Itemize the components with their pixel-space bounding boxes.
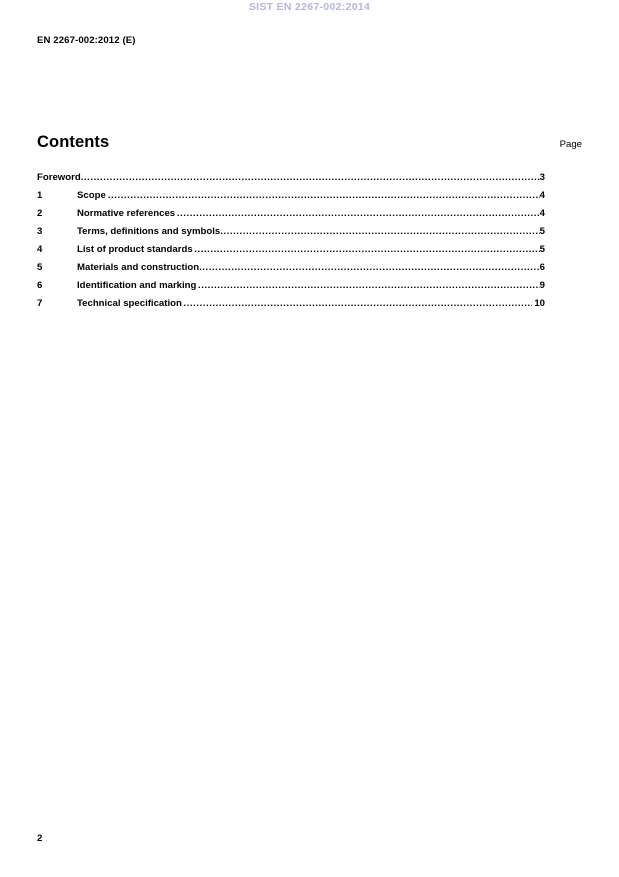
toc-entry-title: Technical specification — [77, 298, 182, 309]
page-column-label: Page — [559, 139, 582, 150]
toc-entry[interactable] — [37, 190, 545, 208]
page-title: Contents — [37, 133, 110, 151]
toc-dot-leader — [199, 263, 540, 273]
toc-dot-leader — [198, 281, 540, 291]
toc-entry-title: Normative references — [77, 208, 176, 219]
toc-entry-number: 4 — [37, 244, 43, 255]
toc-entry-page-number: 4 — [539, 190, 545, 201]
toc-entry-page-number: 5 — [539, 226, 545, 237]
toc-entry-number: 3 — [37, 226, 43, 237]
toc-entry-title: Identification and marking — [77, 280, 197, 291]
toc-entry-page-number: 9 — [539, 280, 545, 291]
toc-entry-title: Scope — [77, 190, 106, 201]
toc-entry-title: Materials and construction — [77, 262, 200, 273]
toc-entry-page-number: 4 — [539, 208, 545, 219]
toc-entry[interactable] — [37, 208, 545, 226]
toc-entry[interactable] — [37, 172, 545, 190]
toc-dot-leader — [184, 299, 533, 309]
toc-entry-page-number: 3 — [539, 172, 545, 183]
toc-entry[interactable] — [37, 298, 545, 316]
document-reference-header: EN 2267-002:2012 (E) — [37, 35, 136, 46]
toc-dot-leader — [220, 227, 539, 237]
toc-entry-number: 2 — [37, 208, 43, 219]
toc-entry-title: Foreword — [37, 172, 81, 183]
footer-page-number: 2 — [37, 833, 43, 844]
toc-dot-leader — [81, 173, 540, 183]
toc-entry[interactable] — [37, 262, 545, 280]
toc-entry[interactable] — [37, 280, 545, 298]
toc-entry-number: 7 — [37, 298, 43, 309]
toc-entry-number: 5 — [37, 262, 43, 273]
toc-entry-page-number: 6 — [539, 262, 545, 273]
toc-entry-page-number: 10 — [534, 298, 545, 309]
toc-entry[interactable] — [37, 244, 545, 262]
toc-dot-leader — [108, 191, 540, 201]
watermark-text: SIST EN 2267-002:2014 — [248, 1, 371, 13]
toc-entry-title: Terms, definitions and symbols — [77, 226, 221, 237]
toc-entry[interactable] — [37, 226, 545, 244]
toc-entry-page-number: 5 — [539, 244, 545, 255]
toc-entry-number: 6 — [37, 280, 43, 291]
toc-entry-title: List of product standards — [77, 244, 193, 255]
table-of-contents — [37, 172, 545, 316]
toc-dot-leader — [177, 209, 540, 219]
toc-dot-leader — [194, 245, 539, 255]
toc-entry-number: 1 — [37, 190, 43, 201]
contents-header-block — [37, 133, 582, 155]
